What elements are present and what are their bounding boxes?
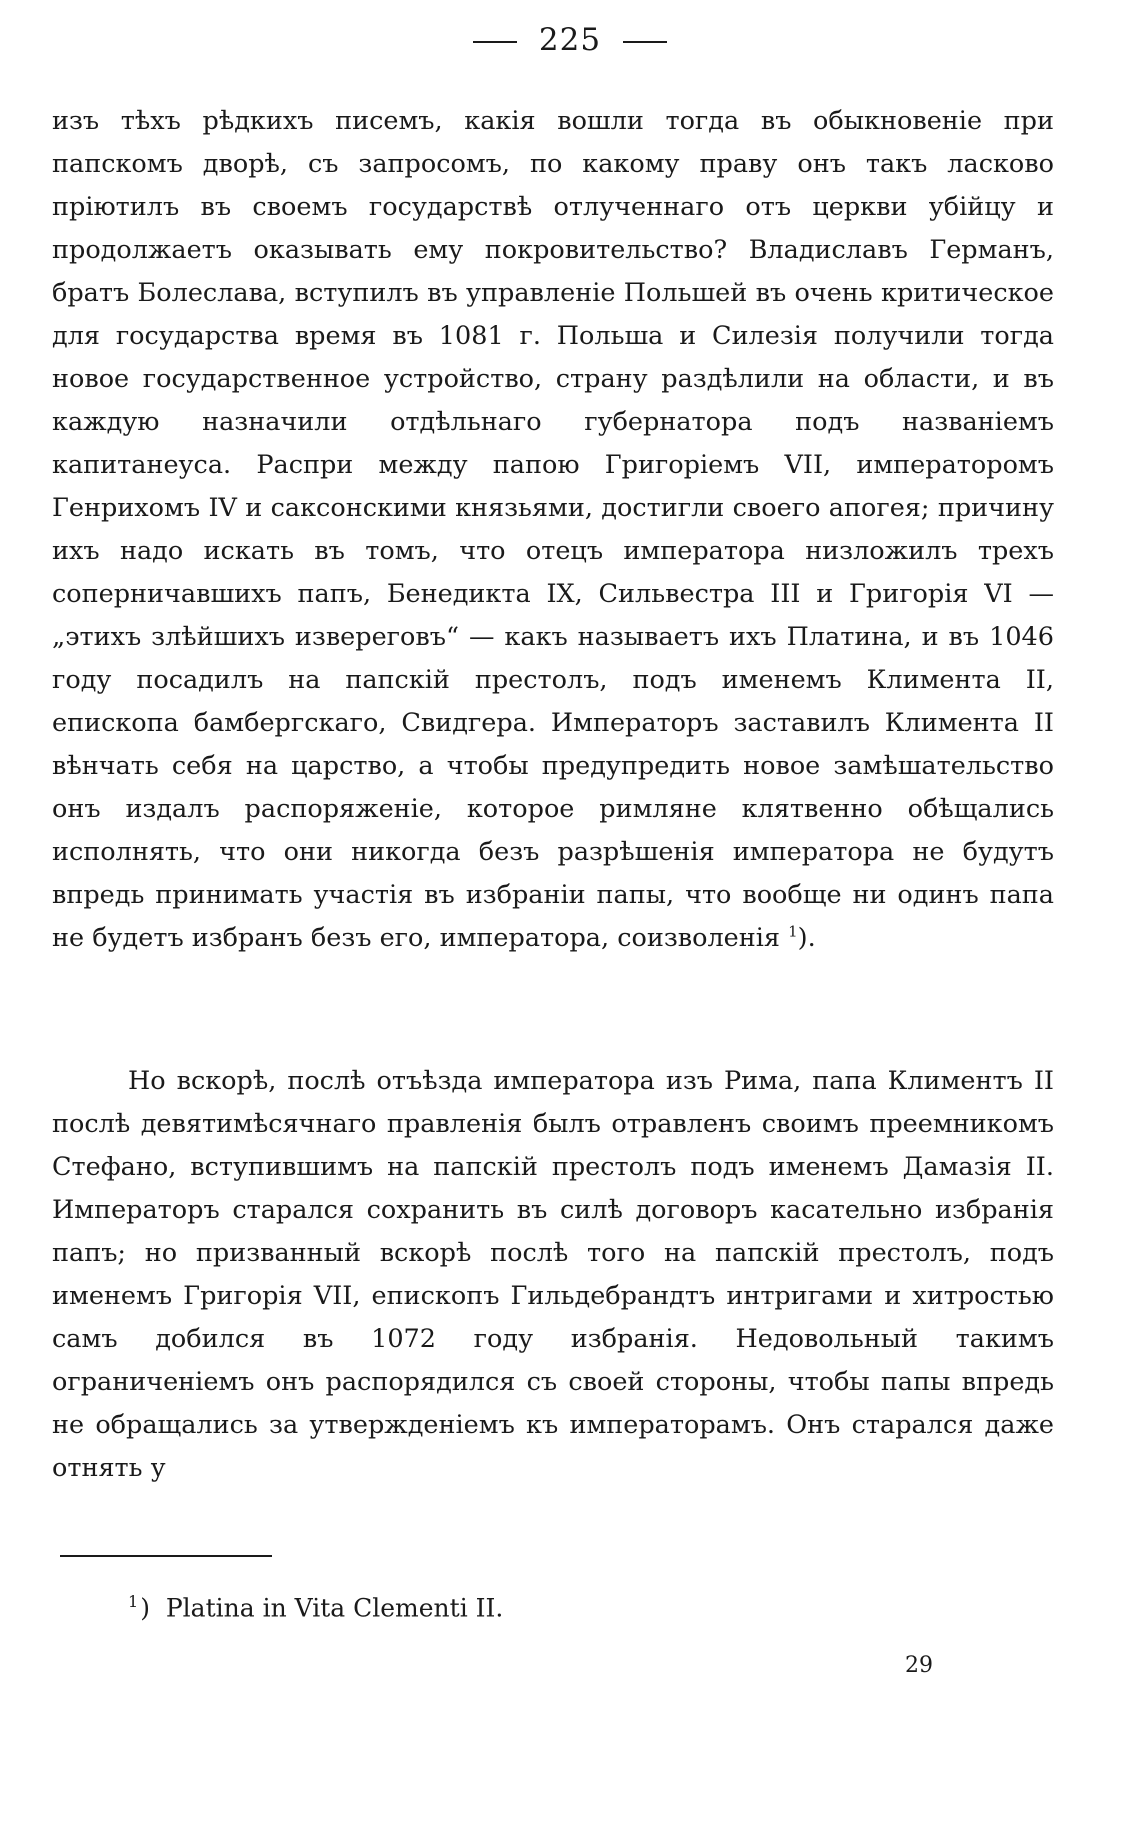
page-header xyxy=(0,22,1140,58)
footnote-reference: 1 xyxy=(788,922,798,941)
footnote-mark-close: ) xyxy=(140,1593,150,1623)
signature-mark: 29 xyxy=(905,1653,933,1678)
header-dash-right xyxy=(623,41,667,43)
footnote-separator xyxy=(60,1555,272,1557)
paragraph-1-tail: ). xyxy=(797,923,816,953)
paragraph-1 xyxy=(52,100,1054,960)
footnote-mark: 1 xyxy=(128,1592,139,1611)
footnote-text: Platina in Vita Clementi II. xyxy=(165,1593,504,1623)
header-dash-left xyxy=(473,41,517,43)
footnote xyxy=(128,1585,503,1625)
page-number: 225 xyxy=(538,22,602,58)
paragraph-2 xyxy=(52,1060,1054,1490)
paragraph-2-text: Но вскорѣ, послѣ отъѣзда императора изъ Рима, папа Климентъ II послѣ девятимѣсячнаго правленія былъ отравленъ своимъ преемникомъ Стефано, вступившимъ на папскій престолъ подъ именемъ Дамазія II. Императоръ старался сохранить въ силѣ договоръ касательно избранія папъ; но призванный вскорѣ послѣ того на папскій престолъ, подъ именемъ Григорія VII, епископъ Гильдебрандтъ интригами и хитростью самъ добился въ 1072 году избранія. Недовольный такимъ ограниченіемъ онъ распорядился съ своей стороны, чтобы папы впредь не обращались за утвержденіемъ къ императорамъ. Онъ старался даже отнять у xyxy=(52,1066,1054,1483)
paragraph-1-text: изъ тѣхъ рѣдкихъ писемъ, какія вошли тогда въ обыкновеніе при папскомъ дворѣ, съ запросомъ, по какому праву онъ такъ ласково пріютилъ въ своемъ государствѣ отлученнаго отъ церкви убійцу и продолжаетъ оказывать ему покровительство? Владиславъ Германъ, братъ Болеслава, вступилъ въ управленіе Польшей въ очень критическое для государства время въ 1081 г. Польша и Силезія получили тогда новое государственное устройство, страну раздѣлили на области, и въ каждую назначили отдѣльнаго губернатора подъ названіемъ капитанеуса. Распри между папою Григоріемъ VII, императоромъ Генрихомъ IV и саксонскими князьями, достигли своего апогея; причину ихъ надо искать въ томъ, что отецъ императора низложилъ трехъ соперничавшихъ папъ, Бенедикта IX, Сильвестра III и Григорія VI — „этихъ злѣйшихъ извереговъ“ — какъ называетъ ихъ Платина, и въ 1046 году посадилъ на папскій престолъ, подъ именемъ Климента II, епископа бамбергскаго, Свидгера. Императоръ заставилъ Климента II вѣнчать себя на царство, а чтобы предупредить новое замѣшательство онъ издалъ распоряженіе, которое римляне клятвенно обѣщались исполнять, что они никогда безъ разрѣшенія императора не будутъ впредь принимать участія въ избраніи папы, что вообще ни одинъ папа не будетъ избранъ безъ его, императора, соизволенія xyxy=(52,106,1054,953)
